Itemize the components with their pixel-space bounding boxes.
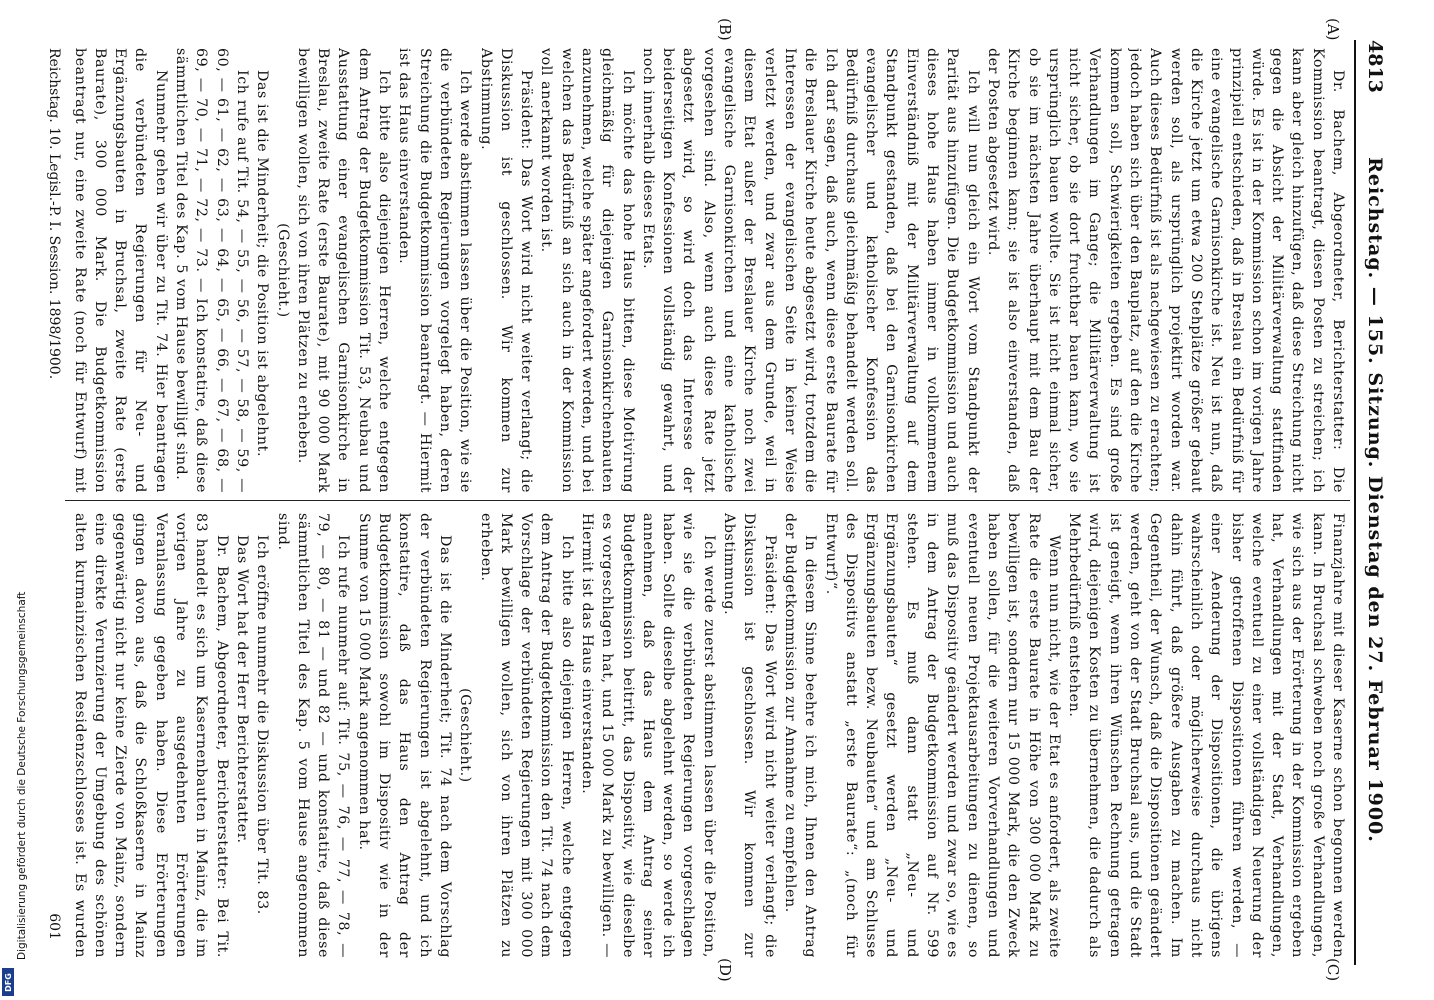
margin-mark-d: (D): [716, 958, 734, 982]
paragraph: Das ist die Minderheit; Tit. 74 nach dem Vorschlag der verbündeten Regierungen ist abgelehnt, und ich konstatire, daß das Haus den Antrag der Budgetkommission sowohl im Dispositiv wie in der Summe von 15 000 Mark angenommen hat.: [355, 513, 453, 958]
footer-source: Reichstag. 10. Legisl.-P. I. Session. 1898/1900.: [46, 48, 62, 380]
paragraph: In diesem Sinne beehre ich mich, Ihnen den Antrag der Budgetkommission zur Annahme zu empfehlen.: [781, 513, 819, 958]
digitization-credit: [2, 0, 28, 965]
page-number: 4813: [1364, 40, 1386, 93]
dfg-logo-icon: [2, 968, 14, 996]
column-divider: [65, 500, 1350, 501]
paragraph: Nunmehr gehen wir über zu Tit. 74. Hier beantragen die verbündeten Regierungen für Neu- und Ergänzungsbauten in Bruchsal, zweite Rate (erste Baurate), 300 000 Mark. Die Budgetkommission beantragt nur, eine zweite Rate (noch für Entwurf) mit: [71, 48, 169, 493]
paragraph: Ich bitte also diejenigen Herren, welche entgegen dem Antrag der Budgetkommission den Tit. 74 nach dem Vorschlage der verbündeten Regierungen mit 300 000 Mark bewilligen wollen, sich von ihren Plätzen zu erheben.: [477, 513, 575, 958]
margin-mark-a: (A): [1324, 18, 1342, 41]
paragraph: Wenn nun nicht, wie der Etat es anfordert, als zweite Rate die erste Baurate in Höhe von 300 000 Mark zu bewilligen ist, sondern nur 15 000 Mark, die den Zweck haben sollen, für die weiteren Vorverhandlungen und eventuell neuen Projektausarbeitungen zu dienen, so muß das Dispositiv geändert werden und zwar so, wie es in dem Antrag der Budgetkommission auf Nr. 599 stehen. Es muß dann statt „Neu- und Ergänzungsbauten“ gesetzt werden „Neu- und Ergänzungsbauten bezw. Neubauten“ und am Schlusse des Dispositivs anstatt „erste Baurate“: „(noch für Entwurf)“.: [822, 513, 1062, 958]
paragraph: Ich rufe auf Tit. 54, — 55, — 56, — 57, — 58, — 59, — 60, — 61, — 62, — 63, — 64, — 65, — 66, — 67, — 68, — 69, — 70, — 71, — 72, — 73. — Ich konstatire, daß diese sämmtlichen Titel des Kap. 5 vom Hause bewilligt sind.: [173, 48, 250, 493]
paragraph: Präsident: Das Wort wird nicht weiter verlangt; die Diskussion ist geschlossen. Wir kommen zur Abstimmung.: [477, 48, 535, 493]
paragraph: Ich rufe nunmehr auf: Tit. 75, — 76, — 77, — 78, — 79, — 80, — 81 — und 82 — und konstatire, daß diese sämmtlichen Titel des Kap. 5 vom Hause angenommen sind.: [274, 513, 352, 958]
footer-page-number: 601: [46, 913, 62, 940]
paragraph: Dr. Bachem, Abgeordneter, Berichterstatter: Die Kommission beantragt, diesen Posten zu streichen; ich kann aber gleich hinzufügen, daß diese Streichung nicht gegen die Absicht der Militärverwaltung stattfinden würde. Es ist in der Kommission schon im vorigen Jahre prinzipiell entschieden, daß in Breslau ein Bedürfniß für eine evangelische Garnisonkirche ist. Neu ist nun, daß die Kirche jetzt um etwa 200 Stehplätze größer gebaut werden soll, als ursprünglich projektirt worden war. Auch dieses Bedürfniß ist als nachgewiesen zu erachten; jedoch haben sich über den Bauplatz, auf den die Kirche kommen soll, Schwierigkeiten ergeben. Es sind große Verhandlungen im Gange; die Militärverwaltung ist nicht sicher, ob sie dort fruchtbar bauen kann, wo sie ursprünglich bauen wollte. Sie ist nicht einmal sicher, ob sie im nächsten Jahre überhaupt mit dem Bau der Kirche beginnen kann; sie ist also einverstanden, daß der Posten abgesetzt wird.: [984, 48, 1346, 493]
paragraph: Ich bitte also diejenigen Herren, welche entgegen dem Antrag der Budgetkommission Tit. 53, Neubau und Ausstattung einer evangelischen Garnisonkirche in Breslau, zweite Rate (erste Baurate), mit 90 000 Mark bewilligen wollen, sich von ihren Plätzen zu erheben.: [294, 48, 393, 493]
paragraph: Finanzjahre mit dieser Kaserne schon begonnen werden kann. In Bruchsal schweben noch große Verhandlungen, wie sich aus der Erörterung in der Kommission ergeben hat, Verhandlungen mit der Stadt, Verhandlungen, welche eventuell zu einer vollständigen Neuerung der bisher getroffenen Dispositionen führen werden, — einer Aenderung der Dispositionen, die übrigens wahrscheinlich oder möglicherweise durchaus nicht dahin führt, daß größere Ausgaben zu machen. Im Gegentheil, der Wunsch, daß die Dispositionen geändert werden, geht von der Stadt Bruchsal aus, und die Stadt ist geneigt, wenn ihren Wünschen Rechnung getragen wird, diejenigen Kosten zu übernehmen, die dadurch als Mehrbedürfniß entstehen.: [1066, 513, 1346, 958]
paragraph: Dr. Bachem, Abgeordneter, Berichterstatter: Bei Tit. 83 handelt es sich um Kasernenbauten in Mainz, die im vorigen Jahre zu ausgedehnten Erörterungen Veranlassung gegeben haben. Diese Erörterungen gingen davon aus, daß die Schloßkaserne in Mainz gegenwärtig nicht nur keine Zierde von Mainz, sondern eine direkte Verunzierung der Umgebung des schönen alten kurmainzischen Residenzschlosses ist. Es wurden: [71, 513, 230, 958]
session-title: Reichstag. — 155. Sitzung. Dienstag den 27. Februar 1900.: [1364, 157, 1386, 843]
margin-mark-b: (B): [716, 18, 734, 41]
paragraph: Präsident: Das Wort wird nicht weiter verlangt; die Diskussion ist geschlossen. Wir kommen zur Abstimmung.: [721, 513, 778, 958]
paragraph: Ich werde zuerst abstimmen lassen über die Position, wie sie die verbündeten Regierungen vorgeschlagen haben. Sollte dieselbe abgelehnt werden, so werde ich annehmen, daß das Haus dem Antrag seiner Budgetkommission beitritt, das Dispositiv, wie dieselbe es vorgeschlagen hat, und 15 000 Mark zu bewilligen. — Hiermit ist das Haus einverstanden.: [579, 513, 717, 958]
dfg-logo-text: DFG: [3, 972, 13, 992]
stage-direction: (Geschieht.): [457, 688, 474, 783]
stage-direction: (Geschieht.): [274, 223, 291, 318]
margin-mark-c: (C): [1324, 958, 1342, 982]
header-rule: [1354, 40, 1356, 965]
page-header: [1358, 40, 1386, 960]
left-column: [68, 48, 1348, 493]
paragraph: Ich werde abstimmen lassen über die Position, wie sie die verbündeten Regierungen vorgelegt haben, deren Streichung die Budgetkommission beantragt. — Hiermit ist das Haus einverstanden.: [396, 48, 474, 493]
credit-text: Digitalisierung gefördert durch die Deutsche Forschungsgemeinschaft: [16, 591, 28, 960]
paragraph: Ich eröffne nunmehr die Diskussion über Tit. 83.: [254, 535, 271, 915]
paragraph: Das ist die Minderheit; die Position ist abgelehnt.: [254, 70, 271, 458]
right-column: [68, 513, 1348, 958]
paragraph: Ich will nun gleich ein Wort vom Standpunkt der Parität aus hinzufügen. Die Budgetkommission und auch dieses hohe Haus haben immer in vollkommenem Einverständniß mit der Militärverwaltung auf dem Standpunkt gestanden, daß bei den Garnisonkirchen evangelischer und katholischer Konfession das Bedürfniß durchaus gleichmäßig behandelt werden soll. Ich darf sagen, daß auch, wenn diese erste Baurate für die Breslauer Kirche heute abgesetzt wird, trotzdem die Interessen der evangelischen Seite in keiner Weise verletzt werden, und zwar aus dem Grunde, weil in diesem Etat außer der Breslauer Kirche noch zwei evangelische Garnisonkirchen und eine katholische vorgesehen sind. Also, wenn auch diese Rate jetzt abgesetzt wird, so wird doch das Interesse der beiderseitigen Konfessionen vollständig gewahrt, und noch innerhalb dieses Etats.: [639, 48, 981, 493]
paragraph: Ich möchte das hohe Haus bitten, diese Motivirung gleichmäßig für diejenigen Garnisonkirchenbauten anzunehmen, welche später angefordert werden, und bei welchen das Bedürfniß an sich auch in der Kommission voll anerkannt worden ist.: [538, 48, 636, 493]
paragraph: Das Wort hat der Herr Berichterstatter.: [233, 535, 250, 844]
